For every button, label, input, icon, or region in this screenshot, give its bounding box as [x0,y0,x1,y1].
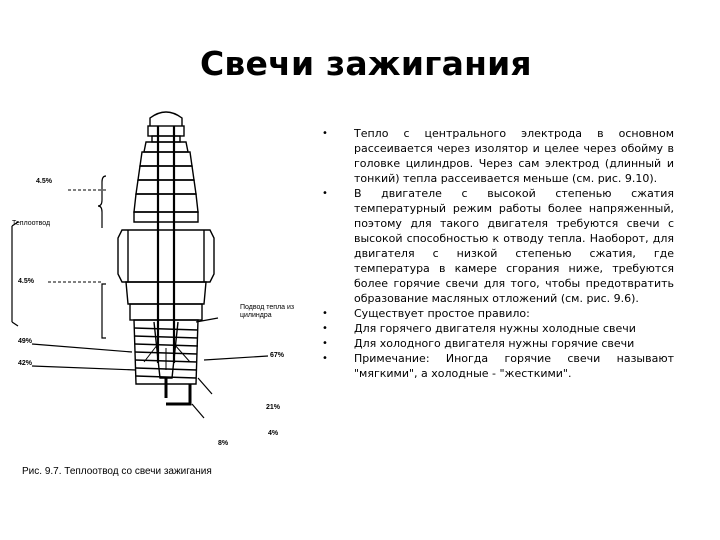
pct-label-8: 8% [218,440,229,447]
bullet-item: • Для горячего двигателя нужны холодные свечи [332,321,674,336]
pct-label-4: 4% [268,430,279,437]
bullet-list [332,126,674,381]
bullet-item: • Существует простое правило: [332,306,674,321]
figure-caption: Рис. 9.7. Теплоотвод со свечи зажигания [22,466,212,477]
slide-title: Свечи зажигания [200,44,532,83]
bullet-item: • Тепло с центрального электрода в основном рассеивается через изолятор и целее через обойму в головке цилиндров. Через сам электрод (длинный и тонкий) тепла рассеивается меньше (см. рис. 9.10). [332,126,674,186]
bullet-item: • В двигателе с высокой степенью сжатия температурный режим работы более напряженный, поэтому для такого двигателя требуются свечи с высокой способностью к отводу тепла. Наоборот, для двигателя с низкой степенью сжатия, где температура в камере сгорания ниже, требуются более горячие свечи для того, чтобы предотвратить образование масляных отложений (см. рис. 9.6). [332,186,674,306]
pct-label-42: 42% [18,360,33,367]
pct-label-67: 67% [270,352,285,359]
pct-label-top: 4.5% [36,178,52,185]
pct-label-21: 21% [266,404,281,411]
pct-label-mid: 4.5% [18,278,34,285]
bullet-item: • Для холодного двигателя нужны горячие свечи [332,336,674,351]
teplootvod-label: Теплоотвод [12,220,51,227]
heat-input-label: Подвод тепла из цилиндра [240,304,295,320]
spark-plug-figure [8,108,308,480]
bullet-item: • Примечание: Иногда горячие свечи называют "мягкими", а холодные - "жесткими". [332,351,674,381]
pct-label-49: 49% [18,338,33,345]
spark-plug-diagram [8,108,308,480]
